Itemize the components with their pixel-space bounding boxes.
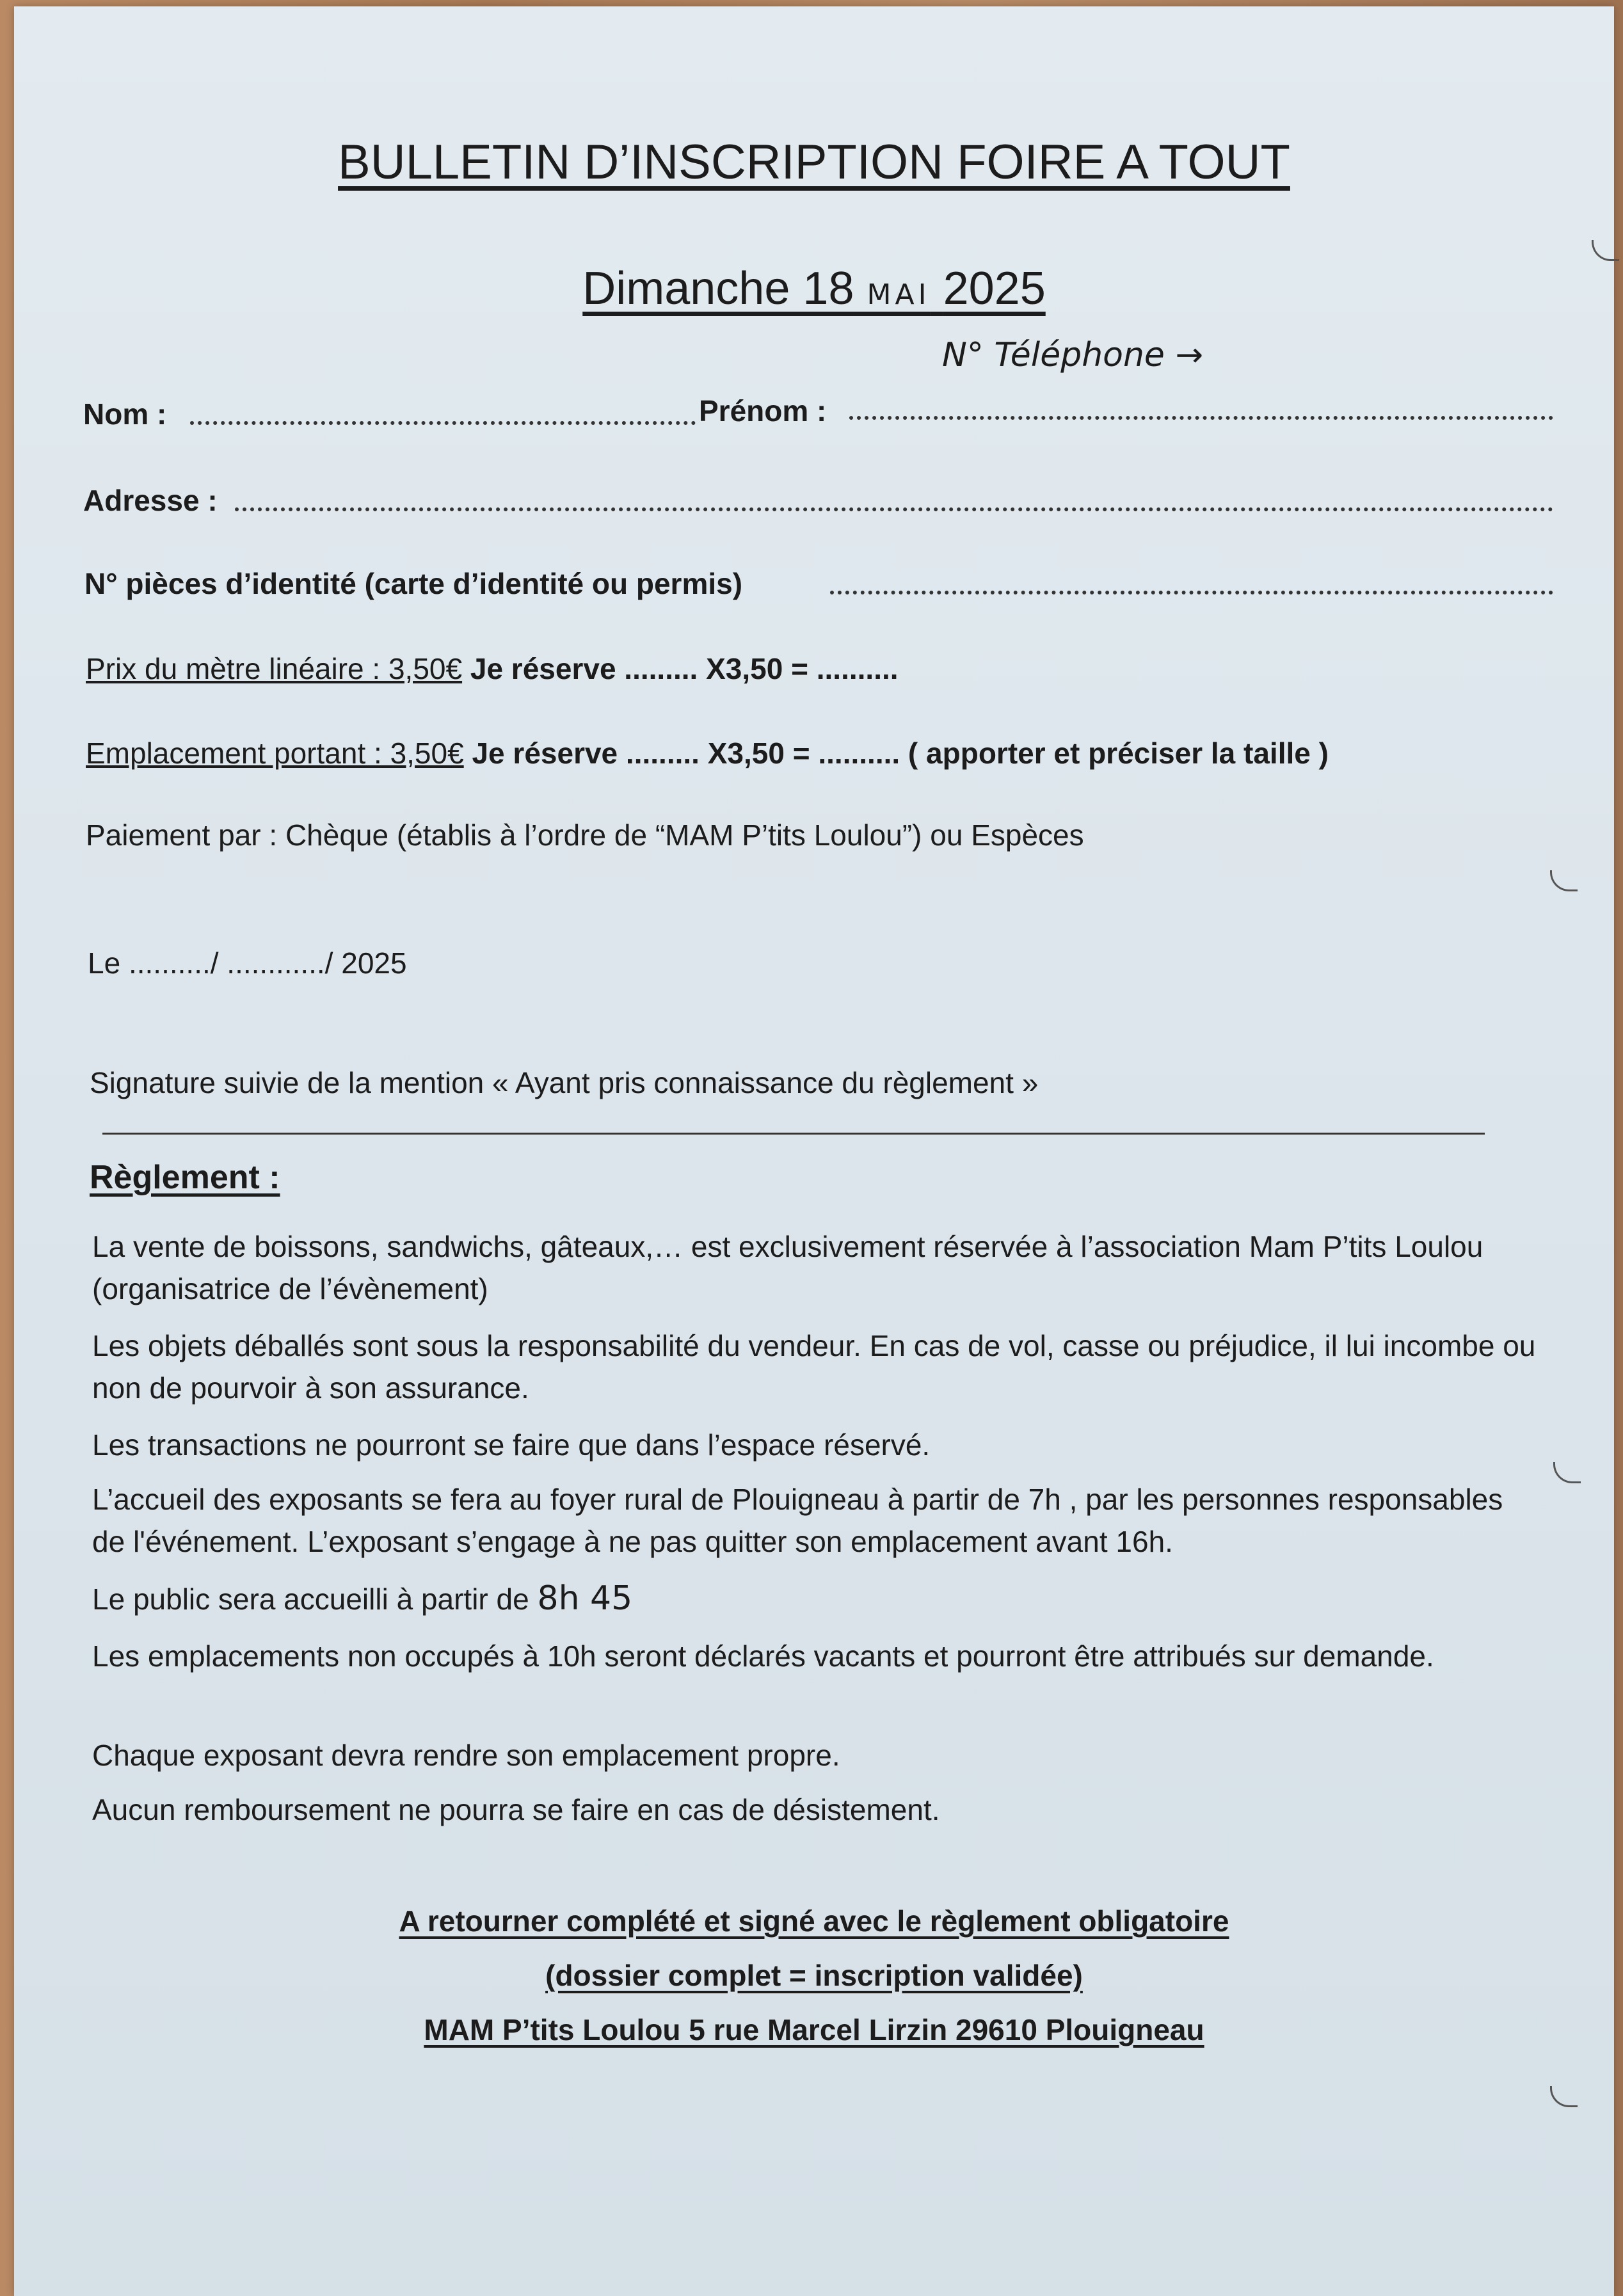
margin-tick-mark bbox=[1550, 870, 1578, 891]
adresse-label: Adresse : bbox=[83, 484, 218, 517]
margin-tick-mark bbox=[1592, 240, 1619, 261]
identite-label: N° pièces d’identité (carte d’identité ou permis) bbox=[84, 567, 743, 600]
rule-1: La vente de boissons, sandwichs, gâteaux,… est exclusivement réservée à l’association Mam P’tits Loulou (organisatrice de l’évènement) bbox=[92, 1230, 1483, 1305]
date-line: Le ........../ ............/ 2025 bbox=[88, 946, 407, 980]
handwritten-phone-note: N° Téléphone → bbox=[942, 336, 1204, 374]
margin-tick-mark bbox=[1550, 2086, 1578, 2107]
date-month-handwritten: MAI bbox=[867, 278, 931, 311]
portant-reservation: Je réserve ......... X3,50 = .......... ( apporter et préciser la taille ) bbox=[472, 737, 1329, 770]
prenom-label: Prénom : bbox=[699, 394, 827, 427]
identite-field[interactable] bbox=[830, 591, 1553, 594]
signature-line bbox=[102, 1133, 1485, 1135]
nom-label: Nom : bbox=[83, 397, 167, 431]
rules-heading: Règlement : bbox=[90, 1159, 280, 1196]
rule-2: Les objets déballés sont sous la responsabilité du vendeur. En cas de vol, casse ou préjudice, il lui incombe ou non de pourvoir à son assurance. bbox=[92, 1329, 1536, 1405]
rule-3: Les transactions ne pourront se faire que dans l’espace réservé. bbox=[92, 1428, 931, 1462]
metre-price-label: Prix du mètre linéaire : 3,50€ bbox=[86, 652, 463, 685]
adresse-field[interactable] bbox=[235, 507, 1553, 511]
signature-mention: Signature suivie de la mention « Ayant pris connaissance du règlement » bbox=[90, 1066, 1039, 1099]
registration-form-sheet bbox=[14, 6, 1614, 2296]
rule-8: Aucun remboursement ne pourra se faire en cas de désistement. bbox=[92, 1793, 940, 1826]
date-prefix: Dimanche 18 bbox=[582, 263, 854, 314]
event-date bbox=[14, 262, 1614, 315]
margin-tick-mark bbox=[1553, 1462, 1581, 1483]
metre-line bbox=[86, 651, 899, 686]
prenom-field[interactable] bbox=[849, 416, 1553, 420]
footer-validation-note: (dossier complet = inscription validée) bbox=[545, 1959, 1083, 1992]
rule-5 bbox=[92, 1577, 1539, 1620]
public-time-handwritten: 8h 45 bbox=[537, 1579, 633, 1618]
rule-5-text: Le public sera accueilli à partir de bbox=[92, 1582, 529, 1616]
portant-price-label: Emplacement portant : 3,50€ bbox=[86, 737, 464, 770]
rule-7: Chaque exposant devra rendre son emplacement propre. bbox=[92, 1739, 840, 1772]
nom-field[interactable] bbox=[190, 421, 696, 425]
footer-address: MAM P’tits Loulou 5 rue Marcel Lirzin 29610 Plouigneau bbox=[424, 2013, 1204, 2046]
footer-return-instruction: A retourner complété et signé avec le règlement obligatoire bbox=[399, 1904, 1229, 1938]
payment-text: Paiement par : Chèque (établis à l’ordre de “MAM P’tits Loulou”) ou Espèces bbox=[86, 818, 1084, 852]
rule-4: L’accueil des exposants se fera au foyer rural de Plouigneau à partir de 7h , par les personnes responsables de l'événement. L’exposant s’engage à ne pas quitter son emplacement avant 16h. bbox=[92, 1483, 1503, 1558]
rule-6: Les emplacements non occupés à 10h seront déclarés vacants et pourront être attribués sur demande. bbox=[92, 1639, 1434, 1673]
portant-line bbox=[86, 736, 1329, 770]
date-year: 2025 bbox=[943, 263, 1046, 314]
metre-reservation: Je réserve ......... X3,50 = .......... bbox=[470, 652, 899, 685]
form-title: BULLETIN D’INSCRIPTION FOIRE A TOUT bbox=[338, 135, 1290, 189]
